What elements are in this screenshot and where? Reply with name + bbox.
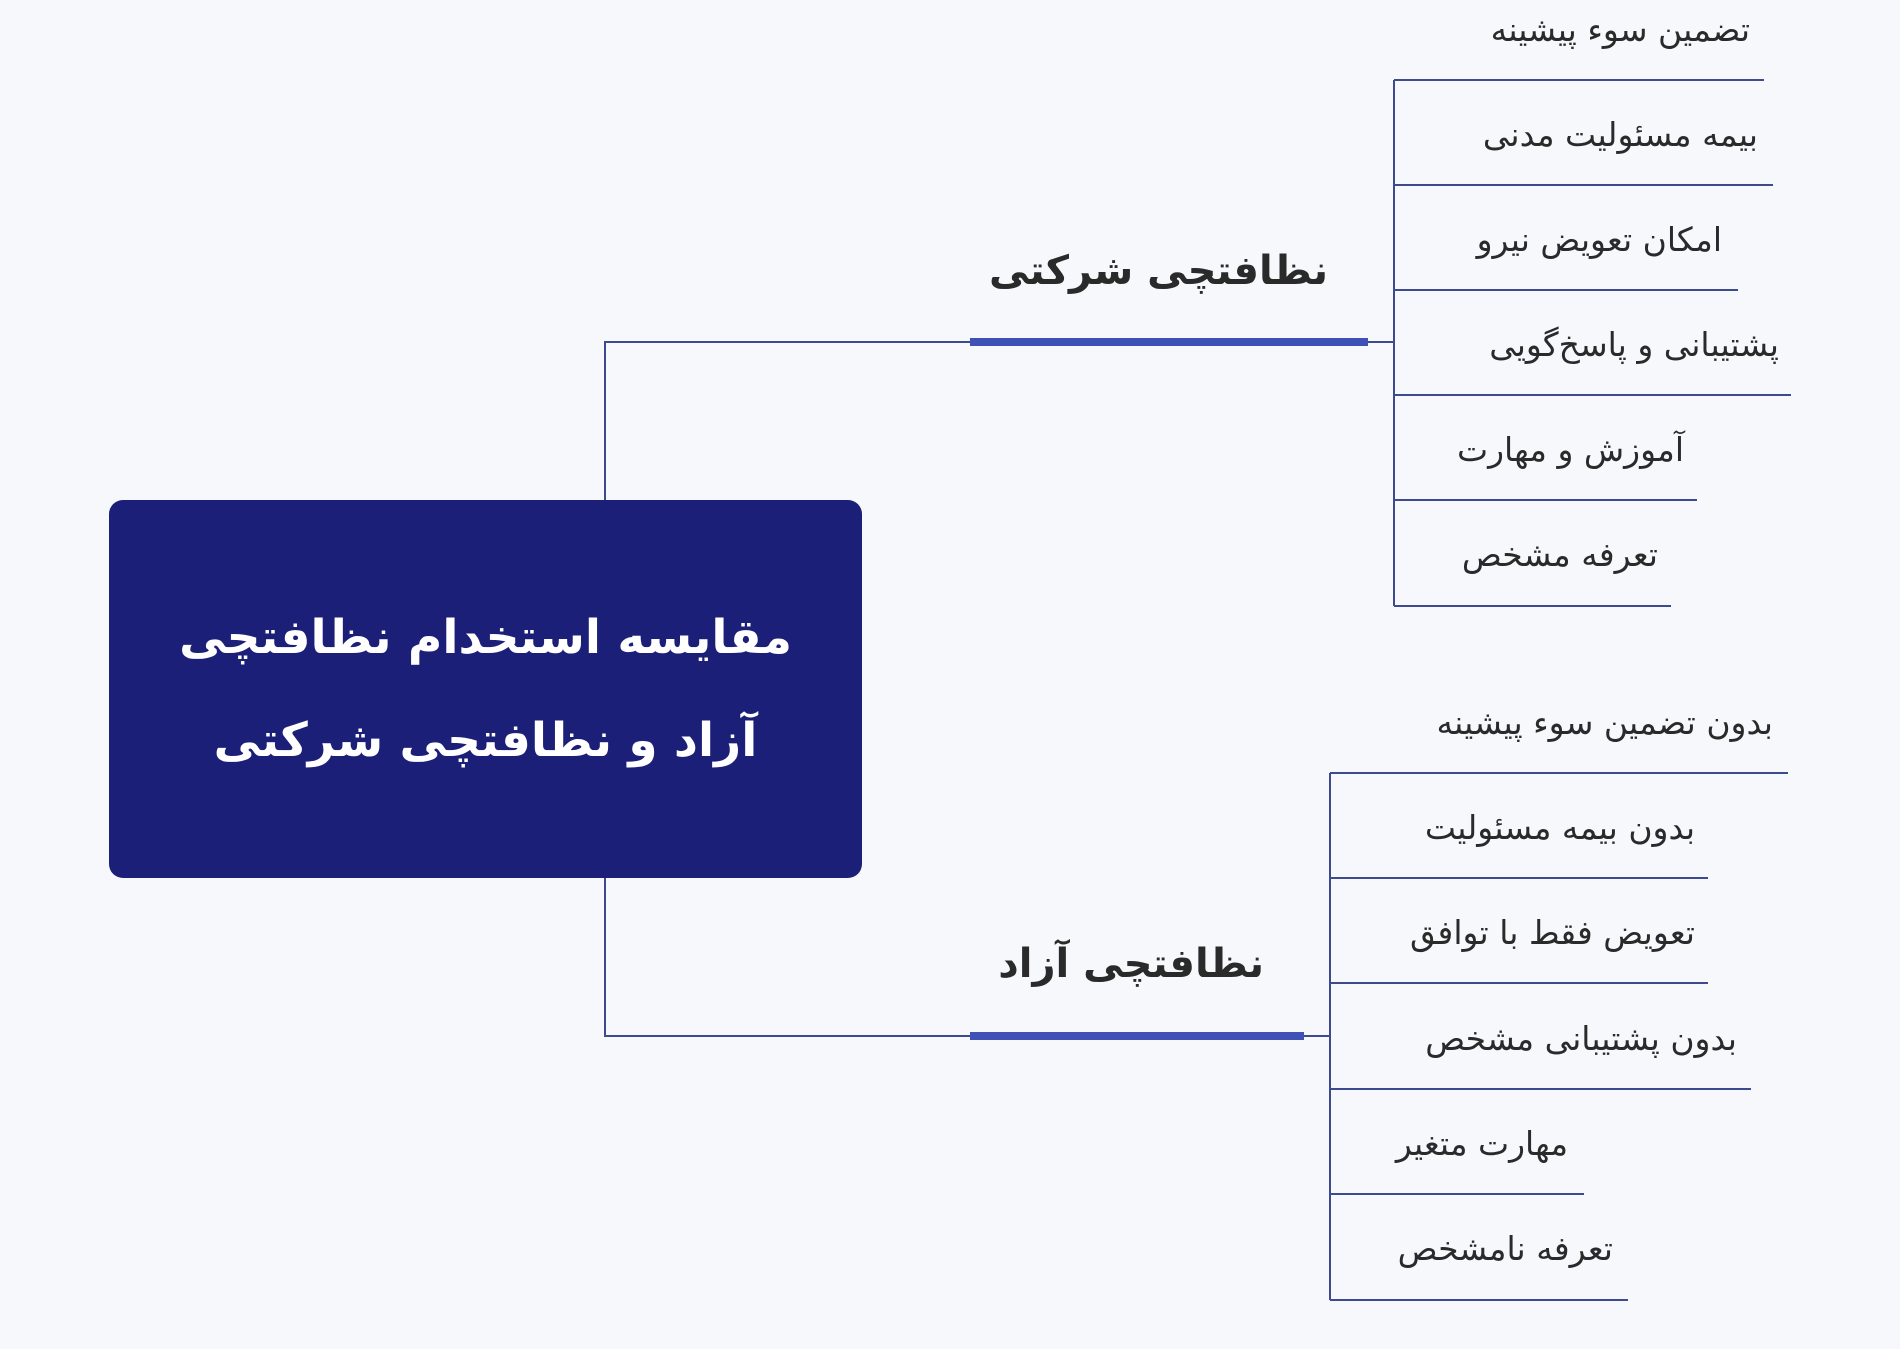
company-leaf-5[interactable]: آموزش و مهارت [1457,430,1684,469]
company-leaf-3[interactable]: امکان تعویض نیرو [1476,220,1722,259]
freelance-leaf-5[interactable]: مهارت متغیر [1395,1124,1568,1163]
freelance-leaf-2[interactable]: بدون بیمه مسئولیت [1424,808,1695,847]
freelance-leaf-4[interactable]: بدون پشتیبانی مشخص [1425,1019,1737,1058]
company-leaf-1[interactable]: تضمین سوء پیشینه [1490,10,1750,49]
connector-root-freelance [605,878,970,1036]
root-title: مقایسه استخدام نظافتچی آزاد و نظافتچی شرکتی [179,610,792,768]
branch-label-freelance[interactable]: نظافتچی آزاد [998,941,1264,987]
freelance-leaf-1[interactable]: بدون تضمین سوء پیشینه [1436,703,1773,742]
branch-label-company[interactable]: نظافتچی شرکتی [988,248,1328,294]
company-branch-underline [970,338,1368,346]
company-leaf-4[interactable]: پشتیبانی و پاسخ‌گویی [1489,325,1779,364]
freelance-leaf-3[interactable]: تعویض فقط با توافق [1410,913,1695,952]
company-leaf-2[interactable]: بیمه مسئولیت مدنی [1482,115,1758,154]
freelance-leaf-6[interactable]: تعرفه نامشخص [1397,1229,1613,1268]
freelance-branch-underline [970,1032,1304,1040]
connector-root-company [605,342,970,500]
root-node[interactable] [109,500,862,878]
company-leaf-6[interactable]: تعرفه مشخص [1461,535,1658,574]
